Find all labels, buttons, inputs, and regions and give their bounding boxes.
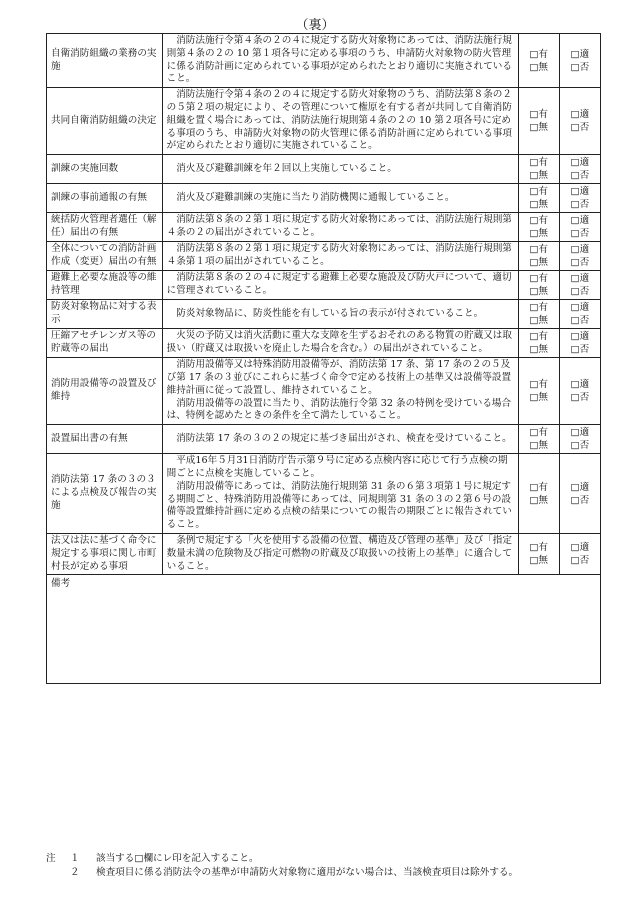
inspection-item-label: 消防用設備等の設置及び維持 bbox=[47, 358, 163, 425]
checkbox-compliant[interactable]: □適 bbox=[570, 273, 590, 285]
checkbox-no[interactable]: □無 bbox=[529, 61, 548, 73]
notes bbox=[46, 852, 616, 880]
checkbox-no[interactable]: □無 bbox=[529, 315, 548, 327]
remarks-label: 備考 bbox=[51, 578, 71, 590]
criteria-paragraph: 消防法第 17 条の３の２の規定に基づき届出がされ、検査を受けていること。 bbox=[176, 432, 512, 444]
checkbox-no[interactable]: □無 bbox=[529, 440, 548, 452]
checkbox-yes[interactable]: □有 bbox=[529, 48, 548, 60]
checkbox-compliant[interactable]: □適 bbox=[570, 481, 590, 493]
checkbox-compliant[interactable]: □適 bbox=[570, 48, 590, 60]
checkbox-compliant[interactable]: □適 bbox=[570, 427, 590, 439]
inspection-criteria bbox=[162, 155, 518, 184]
note-text: 検査項目に係る消防法令の基準が申請防火対象物に適用がない場合は、当該検査項目は除外する。 bbox=[96, 867, 519, 878]
inspection-item-label: 圧縮アセチレンガス等の貯蔵等の届出 bbox=[47, 329, 163, 358]
presence-checkboxes bbox=[518, 329, 559, 358]
checkbox-compliant[interactable]: □適 bbox=[570, 331, 590, 343]
checkbox-no[interactable]: □無 bbox=[529, 199, 548, 211]
compliance-checkboxes bbox=[559, 329, 600, 358]
compliance-checkboxes bbox=[559, 358, 600, 425]
presence-checkboxes bbox=[518, 184, 559, 213]
inspection-item-label: 自衛消防組織の業務の実施 bbox=[47, 34, 163, 88]
inspection-item-label: 全体についての消防計画作成（変更）届出の有無 bbox=[47, 242, 163, 271]
inspection-criteria bbox=[162, 533, 518, 574]
page-title: （裏） bbox=[295, 18, 335, 33]
inspection-item-label: 設置届出書の有無 bbox=[47, 425, 163, 454]
inspection-criteria bbox=[162, 34, 518, 88]
compliance-checkboxes bbox=[559, 300, 600, 329]
checklist-row bbox=[47, 88, 601, 155]
checklist-row bbox=[47, 34, 601, 88]
inspection-item-label: 共同自衛消防組織の決定 bbox=[47, 88, 163, 155]
presence-checkboxes bbox=[518, 155, 559, 184]
checklist-row bbox=[47, 454, 601, 534]
criteria-paragraph: 消防用設備等にあっては、消防法施行規則第 31 条の６第３項第１号に規定する期間ごと、特殊消防用設備等にあっては、同規則第 31 条の３の２第６号の設備等設置維持計画に定める点検の結果についての報告の期限ごとに報告されていること。 bbox=[166, 480, 512, 531]
compliance-checkboxes bbox=[559, 155, 600, 184]
checklist-row bbox=[47, 300, 601, 329]
checkbox-yes[interactable]: □有 bbox=[529, 273, 548, 285]
checkbox-yes[interactable]: □有 bbox=[529, 244, 548, 256]
checkbox-no[interactable]: □無 bbox=[529, 392, 548, 404]
presence-checkboxes bbox=[518, 454, 559, 534]
inspection-criteria bbox=[162, 184, 518, 213]
checkbox-no[interactable]: □無 bbox=[529, 286, 548, 298]
checklist-row bbox=[47, 425, 601, 454]
checkbox-compliant[interactable]: □適 bbox=[570, 186, 590, 198]
criteria-paragraph: 火災の予防又は消火活動に重大な支障を生ずるおそれのある物質の貯蔵又は取扱い（貯蔵又は取扱いを廃止した場合を含む。）の届出がされていること。 bbox=[166, 330, 512, 355]
note-number: １ bbox=[70, 853, 80, 864]
compliance-checkboxes bbox=[559, 425, 600, 454]
checkbox-yes[interactable]: □有 bbox=[529, 379, 548, 391]
compliance-checkboxes bbox=[559, 213, 600, 242]
checkbox-no[interactable]: □無 bbox=[529, 257, 548, 269]
checkbox-yes[interactable]: □有 bbox=[529, 427, 548, 439]
checkbox-yes[interactable]: □有 bbox=[529, 215, 548, 227]
checkbox-no[interactable]: □無 bbox=[529, 122, 548, 134]
note-text: 該当する□欄にレ印を記入すること。 bbox=[96, 853, 259, 864]
checkbox-noncompliant[interactable]: □否 bbox=[570, 228, 590, 240]
checklist-row bbox=[47, 213, 601, 242]
presence-checkboxes bbox=[518, 533, 559, 574]
checkbox-no[interactable]: □無 bbox=[529, 228, 548, 240]
presence-checkboxes bbox=[518, 358, 559, 425]
checkbox-noncompliant[interactable]: □否 bbox=[570, 199, 590, 211]
criteria-paragraph: 消防法施行令第４条の２の４に規定する防火対象物のうち、消防法第８条の２の５第２項の規定により、その管理について権原を有する者が共同して自衛消防組織を置く場合にあっては、消防法施行規則第４条の２の 10 第２項各号に定める事項のうち、申請防火対象物の防火管理に係る消防計画に定められている事項が定められたとおり適切に実施されていること。 bbox=[166, 89, 512, 152]
checkbox-noncompliant[interactable]: □否 bbox=[570, 344, 590, 356]
checklist-row bbox=[47, 271, 601, 300]
remarks-field[interactable] bbox=[47, 575, 601, 684]
checklist-row bbox=[47, 155, 601, 184]
compliance-checkboxes bbox=[559, 242, 600, 271]
checkbox-yes[interactable]: □有 bbox=[529, 331, 548, 343]
criteria-paragraph: 平成16年５月31日消防庁告示第９号に定める点検内容に応じて行う点検の期間ごとに点検を実施していること。 bbox=[166, 455, 508, 479]
checkbox-compliant[interactable]: □適 bbox=[570, 157, 590, 169]
checkbox-no[interactable]: □無 bbox=[529, 555, 548, 567]
checkbox-noncompliant[interactable]: □否 bbox=[570, 555, 590, 567]
criteria-paragraph: 消火及び避難訓練の実施に当たり消防機関に通報していること。 bbox=[176, 191, 455, 203]
inspection-table bbox=[46, 33, 601, 684]
note-item-1 bbox=[46, 852, 616, 866]
inspection-criteria bbox=[162, 300, 518, 329]
criteria-paragraph: 消防用設備等の設置に当たり、消防法施行令第 32 条の特例を受けている場合は、特例を認めたときの条件を全て満たしていること。 bbox=[166, 397, 512, 422]
inspection-item-label: 消防法第 17 条の３の３による点検及び報告の実施 bbox=[47, 454, 163, 534]
inspection-criteria bbox=[162, 242, 518, 271]
checkbox-noncompliant[interactable]: □否 bbox=[570, 494, 590, 506]
checkbox-yes[interactable]: □有 bbox=[529, 302, 548, 314]
checkbox-noncompliant[interactable]: □否 bbox=[570, 440, 590, 452]
inspection-item-label: 防炎対象物品に対する表示 bbox=[47, 300, 163, 329]
checkbox-no[interactable]: □無 bbox=[529, 170, 548, 182]
criteria-paragraph: 消防用設備等又は特殊消防用設備等が、消防法第 17 条、第 17 条の２の５及び第 17 条の３並びにこれらに基づく命令で定める技術上の基準又は設備等設置維持計画に従って設置し、維持されていること。 bbox=[166, 359, 512, 396]
presence-checkboxes bbox=[518, 34, 559, 88]
criteria-paragraph: 消防法第８条の２の４に規定する避難上必要な施設及び防火戸について、適切に管理されていること。 bbox=[166, 272, 512, 297]
checkbox-compliant[interactable]: □適 bbox=[570, 244, 590, 256]
compliance-checkboxes bbox=[559, 271, 600, 300]
criteria-paragraph: 消防法第８条の２第１項に規定する防火対象物にあっては、消防法施行規則第４条の２の届出がされていること。 bbox=[166, 214, 512, 239]
checkbox-no[interactable]: □無 bbox=[529, 344, 548, 356]
checkbox-compliant[interactable]: □適 bbox=[570, 109, 590, 121]
inspection-item-label: 法又は法に基づく命令に規定する事項に関し市町村長が定める事項 bbox=[47, 533, 163, 574]
inspection-item-label: 訓練の事前通報の有無 bbox=[47, 184, 163, 213]
inspection-item-label: 避難上必要な施設等の維持管理 bbox=[47, 271, 163, 300]
presence-checkboxes bbox=[518, 425, 559, 454]
checkbox-noncompliant[interactable]: □否 bbox=[570, 170, 590, 182]
checklist-row bbox=[47, 242, 601, 271]
compliance-checkboxes bbox=[559, 88, 600, 155]
inspection-item-label: 訓練の実施回数 bbox=[47, 155, 163, 184]
inspection-criteria bbox=[162, 213, 518, 242]
checkbox-yes[interactable]: □有 bbox=[529, 157, 548, 169]
checklist-row bbox=[47, 358, 601, 425]
checklist-row bbox=[47, 184, 601, 213]
criteria-paragraph: 消防法施行令第４条の２の４に規定する防火対象物にあっては、消防法施行規則第４条の２の 10 第１項各号に定める事項のうち、申請防火対象物の防火管理に係る消防計画に定められている事項が定められたとおり適切に実施されていること。 bbox=[166, 35, 512, 85]
criteria-paragraph: 消防法第８条の２第１項に規定する防火対象物にあっては、消防法施行規則第４条第１項の届出がされていること。 bbox=[166, 243, 512, 268]
presence-checkboxes bbox=[518, 300, 559, 329]
checkbox-noncompliant[interactable]: □否 bbox=[570, 122, 590, 134]
compliance-checkboxes bbox=[559, 454, 600, 534]
compliance-checkboxes bbox=[559, 533, 600, 574]
presence-checkboxes bbox=[518, 271, 559, 300]
checklist-row bbox=[47, 533, 601, 574]
inspection-criteria bbox=[162, 88, 518, 155]
checkbox-compliant[interactable]: □適 bbox=[570, 379, 590, 391]
remarks-row bbox=[47, 575, 601, 684]
checklist-row bbox=[47, 329, 601, 358]
checkbox-yes[interactable]: □有 bbox=[529, 186, 548, 198]
checkbox-yes[interactable]: □有 bbox=[529, 481, 548, 493]
criteria-paragraph: 防炎対象物品に、防炎性能を有している旨の表示が付されていること。 bbox=[176, 307, 484, 319]
inspection-criteria bbox=[162, 329, 518, 358]
inspection-criteria bbox=[162, 454, 518, 534]
inspection-item-label: 統括防火管理者選任（解任）届出の有無 bbox=[47, 213, 163, 242]
note-item-2 bbox=[46, 866, 616, 880]
compliance-checkboxes bbox=[559, 184, 600, 213]
checkbox-noncompliant[interactable]: □否 bbox=[570, 61, 590, 73]
checkbox-noncompliant[interactable]: □否 bbox=[570, 286, 590, 298]
note-head: 注 bbox=[46, 853, 56, 864]
inspection-criteria bbox=[162, 271, 518, 300]
checkbox-compliant[interactable]: □適 bbox=[570, 542, 590, 554]
checkbox-no[interactable]: □無 bbox=[529, 494, 548, 506]
compliance-checkboxes bbox=[559, 34, 600, 88]
inspection-criteria bbox=[162, 358, 518, 425]
checkbox-yes[interactable]: □有 bbox=[529, 542, 548, 554]
checkbox-compliant[interactable]: □適 bbox=[570, 215, 590, 227]
presence-checkboxes bbox=[518, 242, 559, 271]
checkbox-noncompliant[interactable]: □否 bbox=[570, 315, 590, 327]
note-number: ２ bbox=[70, 867, 80, 878]
criteria-paragraph: 条例で規定する「火を使用する設備の位置、構造及び管理の基準」及び「指定数量未満の危険物及び指定可燃物の貯蔵及び取扱いの技術上の基準」に適合していること。 bbox=[166, 534, 512, 572]
presence-checkboxes bbox=[518, 88, 559, 155]
checkbox-noncompliant[interactable]: □否 bbox=[570, 392, 590, 404]
checkbox-compliant[interactable]: □適 bbox=[570, 302, 590, 314]
presence-checkboxes bbox=[518, 213, 559, 242]
checkbox-yes[interactable]: □有 bbox=[529, 109, 548, 121]
criteria-paragraph: 消火及び避難訓練を年２回以上実施していること。 bbox=[176, 162, 397, 174]
checkbox-noncompliant[interactable]: □否 bbox=[570, 257, 590, 269]
inspection-criteria bbox=[162, 425, 518, 454]
